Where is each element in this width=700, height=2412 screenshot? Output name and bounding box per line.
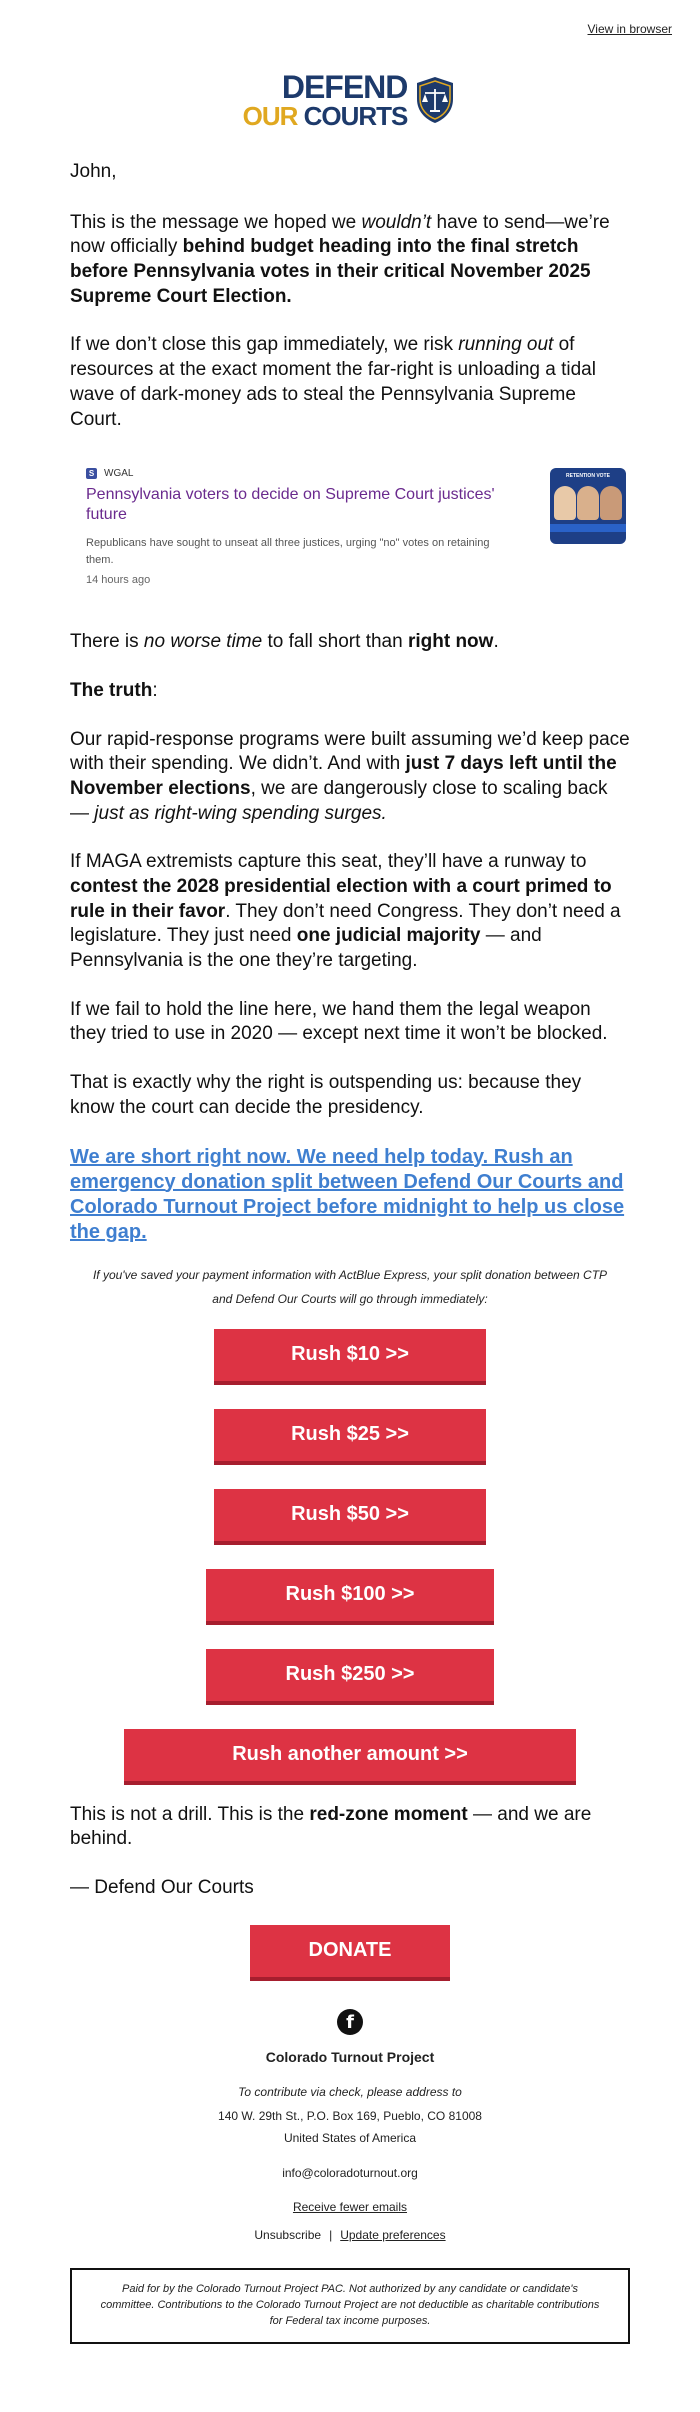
news-title[interactable]: Pennsylvania voters to decide on Supreme Court justices' future: [86, 486, 495, 524]
rush-other-amount-button[interactable]: Rush another amount >>: [124, 1729, 576, 1785]
text-span: have to send—we’re now officially: [70, 211, 610, 258]
logo-our-courts: [243, 103, 408, 129]
thumbnail-person: [600, 486, 622, 520]
paragraph-8: That is exactly why the right is outspending us: because they know the court can decide the presidency.: [70, 1072, 582, 1118]
news-source: [86, 468, 614, 479]
donate-wrapper: [70, 1925, 630, 1981]
paragraph-1: [70, 211, 630, 310]
news-article-card[interactable]: [70, 456, 630, 602]
donation-cta-link[interactable]: We are short right now. We need help today. Rush an emergency donation split between Defend Our Courts and Colorado Turnout Project before midnight to help us close the gap.: [70, 1145, 625, 1243]
news-thumbnail[interactable]: [550, 468, 626, 544]
defend-our-courts-logo: [0, 58, 700, 142]
shield-scales-icon: [413, 75, 457, 125]
signoff: — Defend Our Courts: [70, 1876, 254, 1898]
rush-250-button[interactable]: Rush $250 >>: [206, 1649, 494, 1705]
thumbnail-person: [554, 486, 576, 520]
receive-fewer-emails-link[interactable]: Receive fewer emails: [292, 2200, 408, 2215]
text-span: This is not a drill. This is the: [70, 1803, 310, 1825]
text-italic: just as right-wing spending surges.: [94, 802, 387, 824]
footer-separator: |: [329, 2228, 333, 2243]
facebook-icon[interactable]: f: [337, 2009, 363, 2035]
text-bold: contest the 2028 presidential election with a court primed to rule in their favor: [70, 876, 612, 922]
actblue-note: If you've saved your payment information with ActBlue Express, your split donation between CTP and Defend Our Courts will go through immediately:: [92, 1267, 608, 1306]
footer-address: [0, 2105, 700, 2151]
text-bold: red-zone moment: [309, 1803, 468, 1825]
unsubscribe-link[interactable]: Unsubscribe: [254, 2228, 322, 2243]
paragraph-5: [70, 728, 630, 827]
text-span: to fall short than: [262, 631, 408, 653]
text-span: of resources at the exact moment the far-right is unloading a tidal wave of dark-money ads to steal the Pennsylvania Supreme Court.: [70, 334, 596, 430]
paragraph-truth: [70, 679, 630, 704]
text-italic: no worse time: [143, 631, 263, 653]
paragraph-6: [70, 850, 630, 973]
text-bold: behind budget heading into the final stretch before Pennsylvania votes in their critical November 2025 Supreme Court Election.: [70, 236, 591, 307]
text-bold: one judicial majority: [296, 925, 481, 947]
text-span: . They don’t need Congress. They don’t need a legislature. They just need: [70, 900, 621, 947]
news-timestamp: 14 hours ago: [86, 574, 151, 587]
logo-our: OUR: [242, 101, 298, 131]
news-source-name: WGAL: [104, 468, 134, 480]
logo-courts: COURTS: [303, 101, 408, 131]
rush-10-button[interactable]: Rush $10 >>: [214, 1329, 486, 1385]
text-span: :: [152, 679, 158, 701]
footer-links-row: [0, 2228, 700, 2242]
paid-for-disclaimer: Paid for by the Colorado Turnout Project PAC. Not authorized by any candidate or candidate's committee. Contributions to the Colorado Turnout Project are not deductible as charitable contributions for Federal tax income purposes.: [70, 2268, 630, 2344]
text-span: — and we are behind.: [70, 1803, 592, 1850]
thumbnail-person: [577, 486, 599, 520]
logo-wordmark: [243, 71, 408, 129]
thumbnail-bar: [550, 524, 626, 532]
news-source-icon: S: [86, 468, 97, 479]
top-bar: [0, 0, 700, 58]
text-italic: wouldn’t: [361, 211, 432, 233]
footer-address-line2: United States of America: [283, 2131, 417, 2146]
footer-email[interactable]: info@coloradoturnout.org: [282, 2166, 418, 2181]
footer: [0, 2009, 700, 2243]
text-span: — and Pennsylvania is the one they’re targeting.: [70, 925, 542, 972]
salutation: John,: [70, 161, 117, 182]
logo-defend: DEFEND: [281, 69, 408, 105]
text-span: If MAGA extremists capture this seat, they’ll have a runway to: [70, 851, 587, 873]
paragraph-3: [70, 630, 630, 655]
text-bold: The truth: [70, 679, 153, 701]
text-span: There is: [70, 631, 144, 653]
text-bold: right now: [407, 631, 494, 653]
donation-buttons: [70, 1329, 630, 1785]
text-italic: running out: [458, 334, 554, 356]
footer-check-note: To contribute via check, please address to: [238, 2084, 462, 2099]
paragraph-7: If we fail to hold the line here, we hand them the legal weapon they tried to use in 2020 — except next time it won’t be blocked.: [70, 998, 608, 1045]
footer-org-name: Colorado Turnout Project: [265, 2048, 435, 2065]
donate-button[interactable]: DONATE: [250, 1925, 450, 1981]
paragraph-2: [70, 333, 630, 432]
text-span: Our rapid-response programs were built assuming we’d keep pace with their spending. We didn’t. And with: [70, 728, 630, 775]
rush-50-button[interactable]: Rush $50 >>: [214, 1489, 486, 1545]
text-span: , we are dangerously close to scaling back —: [70, 777, 608, 824]
update-preferences-link[interactable]: Update preferences: [340, 2228, 446, 2243]
thumbnail-label: RETENTION VOTE: [566, 473, 610, 480]
rush-100-button[interactable]: Rush $100 >>: [206, 1569, 494, 1625]
paragraph-9: [70, 1803, 630, 1852]
text-bold: just 7 days left until the November elections: [70, 753, 617, 799]
view-in-browser-link[interactable]: View in browser: [587, 22, 672, 36]
footer-address-line1: 140 W. 29th St., P.O. Box 169, Pueblo, CO 81008: [218, 2108, 482, 2123]
text-span: .: [493, 631, 499, 653]
email-body: [0, 160, 700, 1981]
rush-25-button[interactable]: Rush $25 >>: [214, 1409, 486, 1465]
text-span: If we don’t close this gap immediately, we risk: [70, 334, 459, 356]
text-span: This is the message we hoped we: [70, 211, 362, 233]
news-subtitle: Republicans have sought to unseat all three justices, urging "no" votes on retaining them.: [86, 537, 490, 566]
